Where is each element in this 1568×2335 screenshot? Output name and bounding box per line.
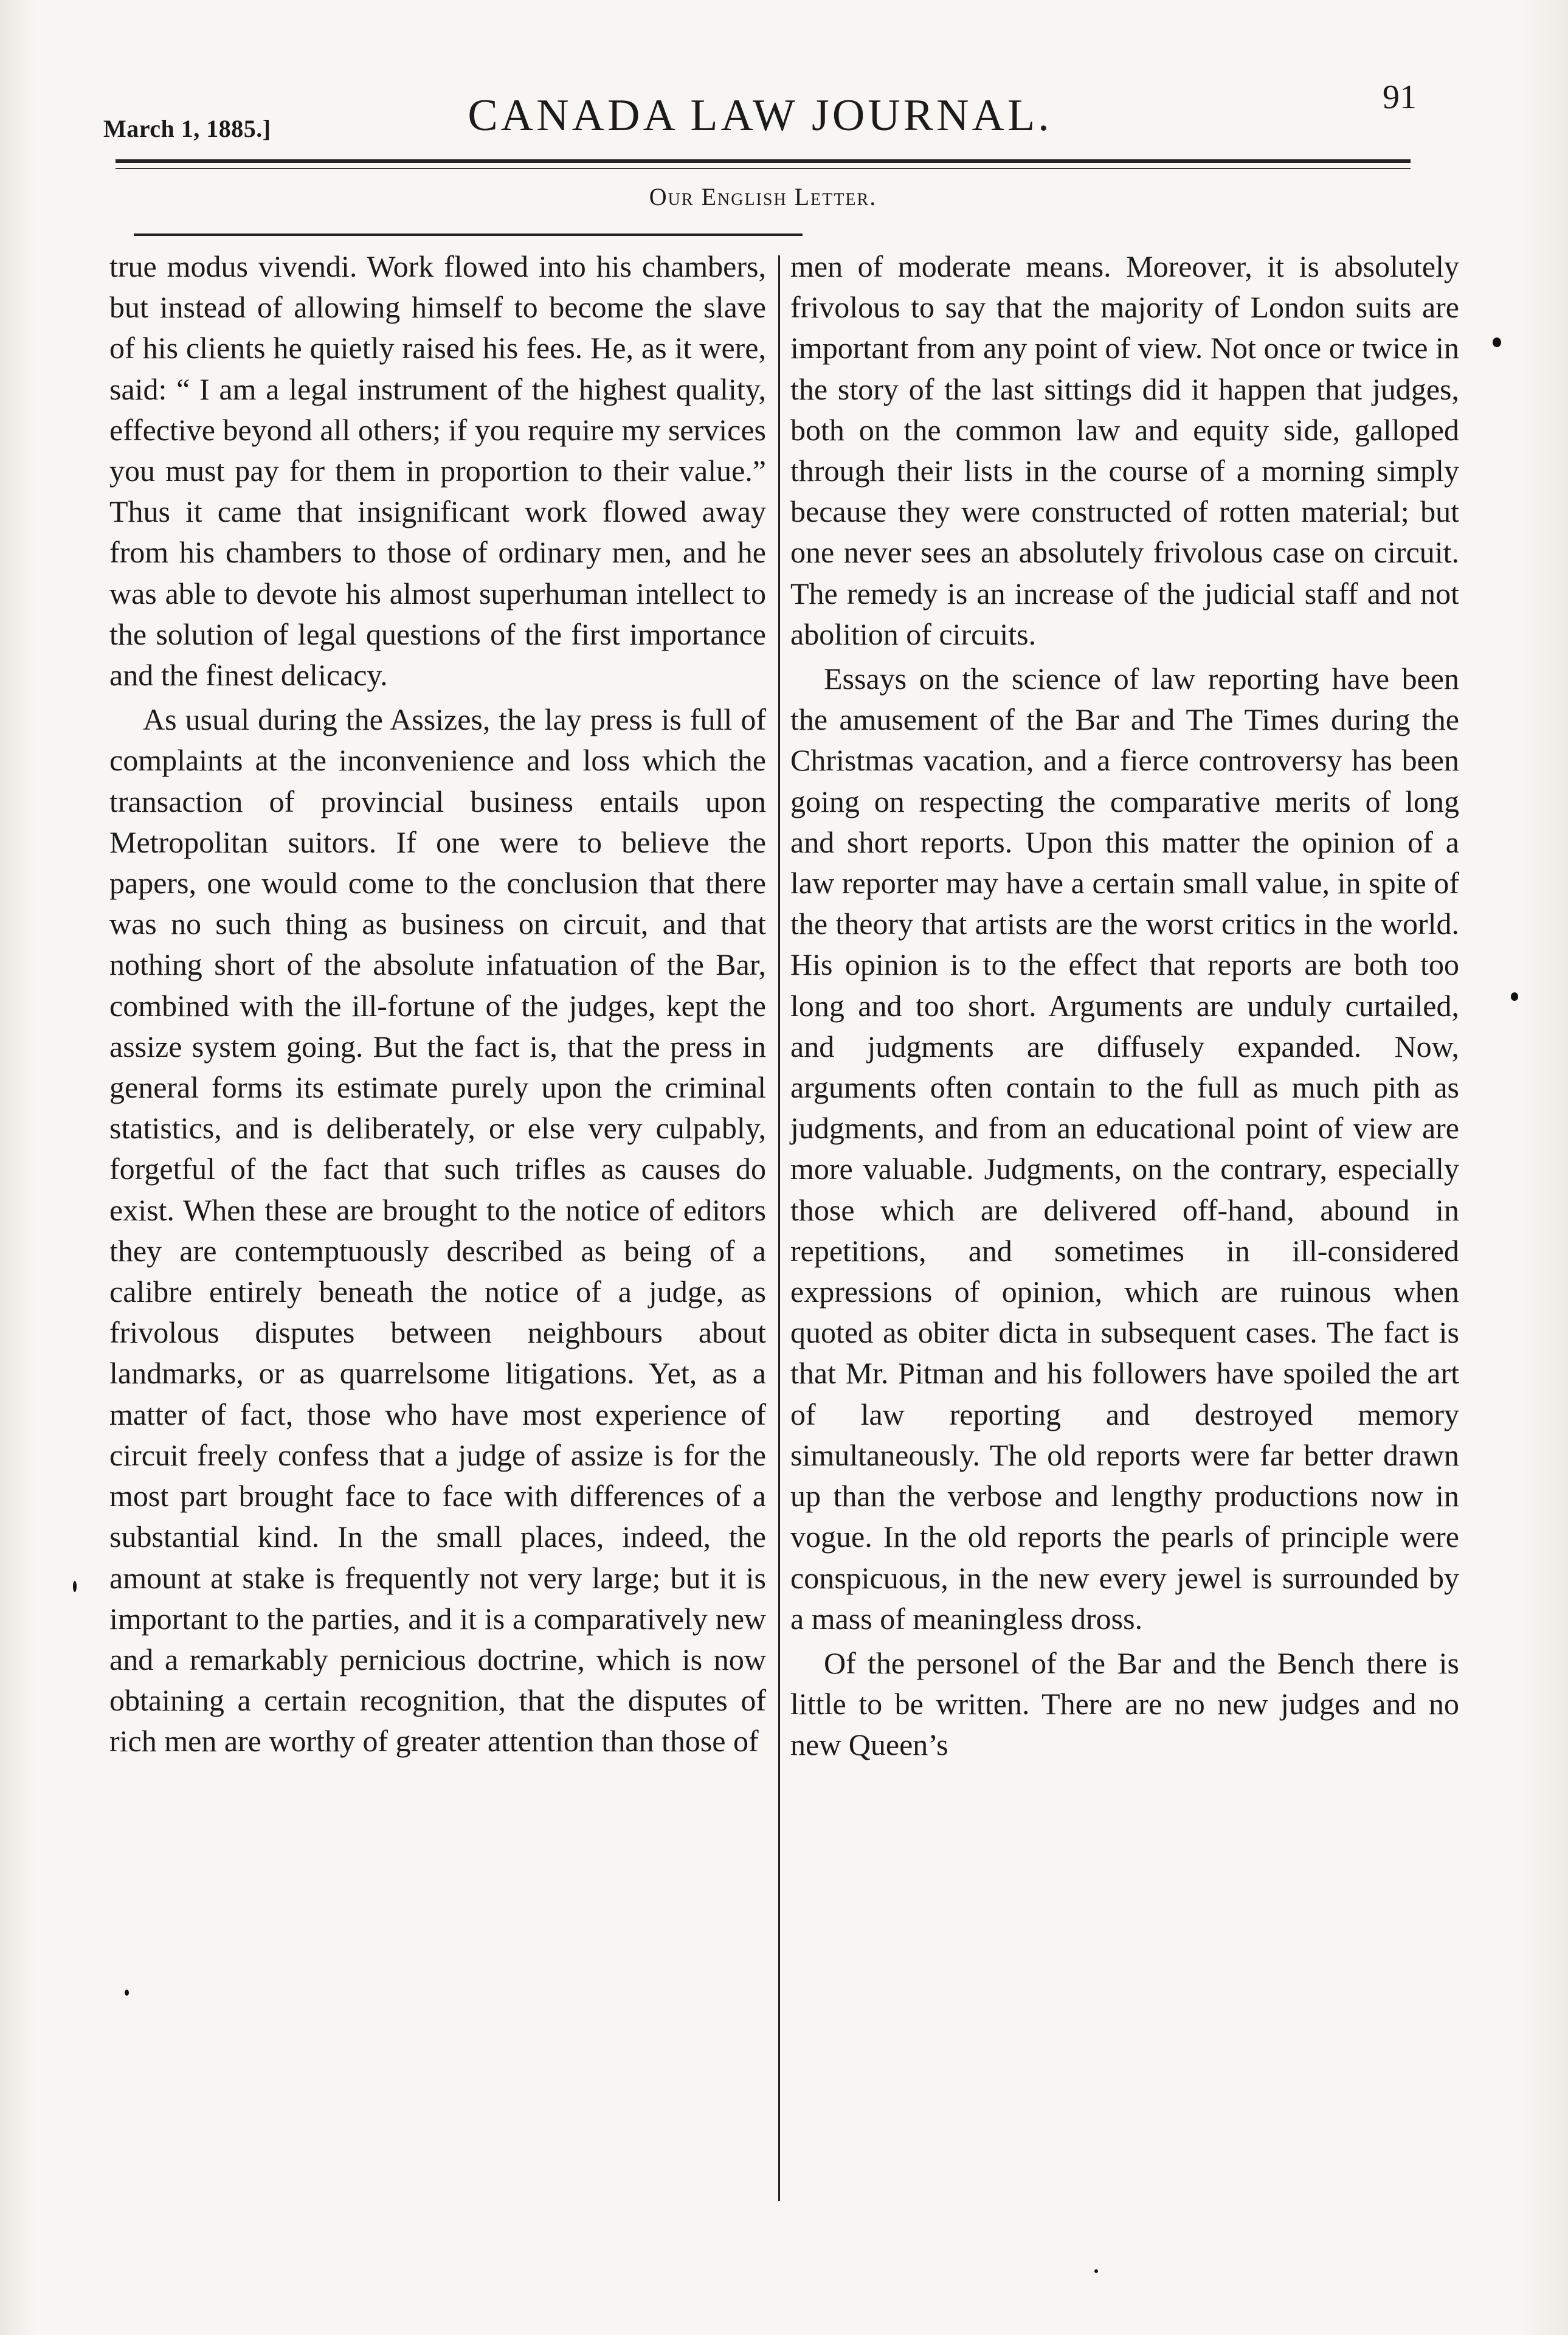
ink-speck: [73, 1581, 77, 1592]
header-rule-thick: [116, 159, 1411, 163]
right-column: [790, 246, 1459, 1766]
journal-title: CANADA LAW JOURNAL.: [468, 91, 1052, 140]
running-header: [103, 78, 1417, 152]
ink-speck: [125, 1990, 129, 1996]
right-paragraph-1: men of moderate means. Moreover, it is absolutely frivolous to say that the majority of London suits are important from any point of view. Not once or twice in the story of the last sittings did it happen that judges, both on the common law and equity side, galloped through their lists in the course of a morning simply because they were constructed of rotten material; but one never sees an absolutely frivolous case on circuit. The remedy is an increase of the judicial staff and not abolition of circuits.: [790, 249, 1459, 651]
ink-speck: [1094, 2269, 1098, 2273]
page-number: 91: [1383, 78, 1417, 116]
column-divider: [778, 255, 780, 2201]
ink-speck: [1511, 992, 1518, 1001]
issue-date: March 1, 1885.]: [103, 115, 271, 142]
right-paragraph-3: Of the personel of the Bar and the Bench there is little to be written. There are no new judges and no new Queen’s: [790, 1645, 1459, 1762]
right-paragraph-2: Essays on the science of law reporting have been the amusement of the Bar and The Times during the Christmas vacation, and a fierce controversy has been going on respecting the comparative merits of long and short reports. Upon this matter the opinion of a law reporter may have a certain small value, in spite of the theory that artists are the worst critics in the world. His opinion is to the effect that reports are both too long and too short. Arguments are unduly curtailed, and judgments are diffusely expanded. Now, arguments often contain to the full as much pith as judgments, and from an educational point of view are more valuable. Judgments, on the contrary, especially those which are delivered off-hand, abound in repetitions, and sometimes in ill-considered expressions of opinion, which are ruinous when quoted as obiter dicta in subsequent cases. The fact is that Mr. Pitman and his followers have spoiled the art of law reporting and destroyed memory simultaneously. The old reports were far better drawn up than the verbose and lengthy productions now in vogue. In the old reports the pearls of principle were conspicuous, in the new every jewel is surrounded by a mass of meaningless dross.: [790, 662, 1459, 1636]
left-paragraph-1: true modus vivendi. Work flowed into his chambers, but instead of allowing himself to become the slave of his clients he quietly raised his fees. He, as it were, said: “ I am a legal instrument of the highest quality, effective beyond all others; if you require my services you must pay for them in proportion to their value.” Thus it came that insignificant work flowed away from his chambers to those of ordinary men, and he was able to devote his almost superhuman intellect to the solution of legal questions of the first importance and the finest delicacy.: [109, 249, 766, 693]
header-rule-thin: [116, 168, 1411, 169]
section-rule: [134, 234, 803, 236]
left-column: [109, 246, 766, 1762]
section-title: Our English Letter.: [649, 183, 877, 210]
left-paragraph-2: As usual during the Assizes, the lay press is full of complaints at the inconvenience and loss which the transaction of provincial business entails upon Metropolitan suitors. If one were to believe the papers, one would come to the conclusion that there was no such thing as business on circuit, and that nothing short of the absolute infatuation of the Bar, combined with the ill-fortune of the judges, kept the assize system going. But the fact is, that the press in general forms its estimate purely upon the criminal statistics, and is deliberately, or else very culpably, forgetful of the fact that such trifles as causes do exist. When these are brought to the notice of editors they are contemptuously described as being of a calibre entirely beneath the notice of a judge, as frivolous disputes between neighbours about landmarks, or as quarrelsome litigations. Yet, as a matter of fact, those who have most experience of circuit freely confess that a judge of assize is for the most part brought face to face with differences of a substantial kind. In the small places, indeed, the amount at stake is frequently not very large; but it is important to the parties, and it is a comparatively new and a remarkably pernicious doctrine, which is now obtaining a certain recognition, that the disputes of rich men are worthy of greater attention than those of: [109, 702, 766, 1759]
ink-speck: [1493, 337, 1501, 347]
